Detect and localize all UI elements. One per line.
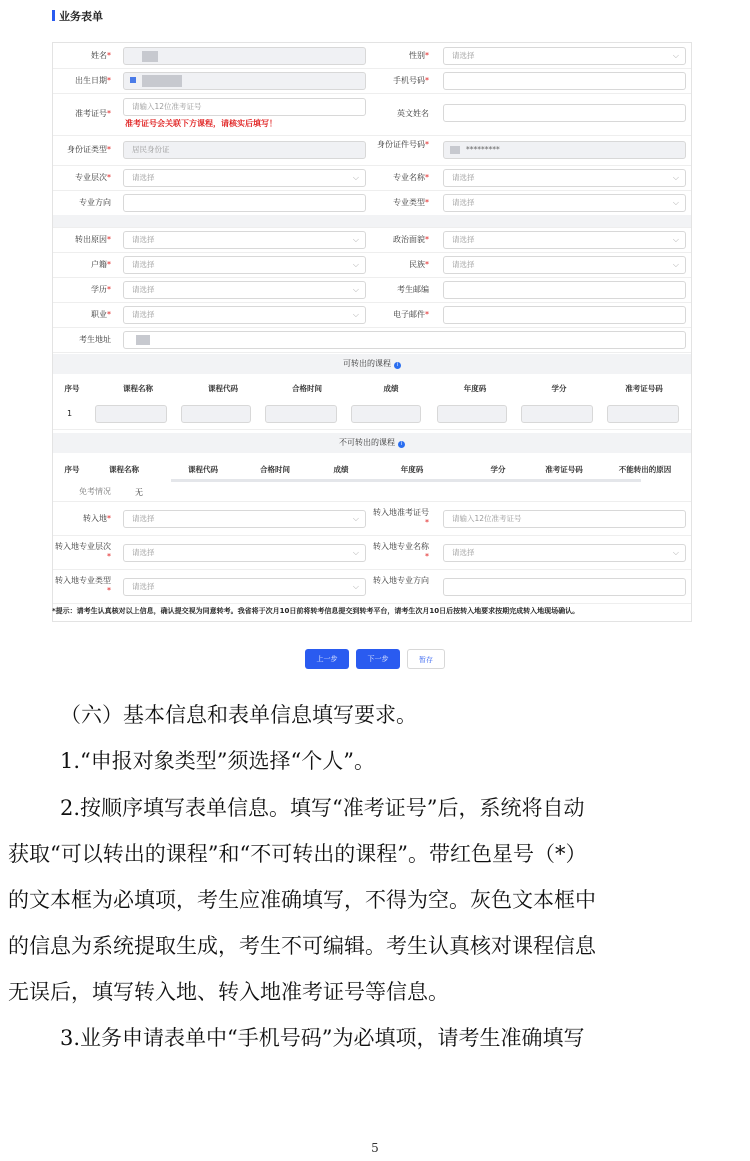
exam-no-warning: 准考证号会关联下方课程，请核实后填写！ xyxy=(125,119,277,128)
course-name-cell xyxy=(95,405,167,423)
row-hukou xyxy=(53,252,691,278)
ethnicity-label: 民族* xyxy=(409,260,429,269)
info-icon[interactable]: i xyxy=(398,441,405,448)
en-name-label: 英文姓名 xyxy=(397,109,429,118)
id-type-field: 居民身份证 xyxy=(123,141,366,159)
to-dir-label: 转入地专业方向 xyxy=(373,576,429,585)
table-row: 1 xyxy=(53,399,691,430)
education-label: 学历* xyxy=(91,285,111,294)
major-dir-input[interactable] xyxy=(123,194,366,212)
to-type-select[interactable]: 请选择 ⌵ xyxy=(123,578,366,596)
non-transferable-courses-header: 不可转出的课程 i xyxy=(53,433,691,453)
name-label: 姓名* xyxy=(91,51,111,60)
title-bar-accent xyxy=(52,10,55,21)
row-job xyxy=(53,302,691,328)
transferable-courses-header: 可转出的课程 i xyxy=(53,354,691,374)
exam-no-cell xyxy=(607,405,679,423)
doc-item-2-line-3: 的文本框为必填项，考生应准确填写，不得为空。灰色文本框中 xyxy=(8,888,596,912)
email-label: 电子邮件* xyxy=(393,310,429,319)
reason-label: 转出原因* xyxy=(75,235,111,244)
major-level-select[interactable]: 请选择 ⌵ xyxy=(123,169,366,187)
pass-time-cell xyxy=(265,405,337,423)
doc-item-2-line-4: 的信息为系统提取生成，考生不可编辑。考生认真核对课程信息 xyxy=(8,934,596,958)
credit-cell xyxy=(521,405,593,423)
en-name-input[interactable] xyxy=(443,104,686,122)
email-input[interactable] xyxy=(443,306,686,324)
page-number: 5 xyxy=(371,1141,379,1155)
to-place-label: 转入地* xyxy=(83,514,111,523)
row-education xyxy=(53,277,691,303)
prev-button[interactable]: 上一步 xyxy=(305,649,349,669)
info-icon[interactable]: i xyxy=(394,362,401,369)
business-form xyxy=(52,42,692,622)
doc-item-2-line-1: 2.按顺序填写表单信息。填写“准考证号”后，系统将自动 xyxy=(60,796,585,820)
major-type-select[interactable]: 请选择 ⌵ xyxy=(443,194,686,212)
doc-item-2-line-2: 获取“可以转出的课程”和“不可转出的课程”。带红色星号（*） xyxy=(8,842,587,866)
postcode-input[interactable] xyxy=(443,281,686,299)
row-to-type xyxy=(53,569,691,604)
phone-input[interactable] xyxy=(443,72,686,90)
to-place-select[interactable]: 请选择 ⌵ xyxy=(123,510,366,528)
to-dir-input[interactable] xyxy=(443,578,686,596)
id-no-label: 身份证件号码* xyxy=(377,140,429,149)
address-input[interactable] xyxy=(123,331,686,349)
row-id xyxy=(53,135,691,166)
to-level-select[interactable]: 请选择 ⌵ xyxy=(123,544,366,562)
to-exam-no-label: 转入地准考证号* xyxy=(373,508,429,527)
doc-item-2-line-5: 无误后，填写转入地、转入地准考证号等信息。 xyxy=(8,980,449,1004)
education-select[interactable]: 请选择 ⌵ xyxy=(123,281,366,299)
row-birth xyxy=(53,68,691,94)
job-select[interactable]: 请选择 ⌵ xyxy=(123,306,366,324)
birth-field xyxy=(123,72,366,90)
major-name-select[interactable]: 请选择 ⌵ xyxy=(443,169,686,187)
doc-heading: （六）基本信息和表单信息填写要求。 xyxy=(60,703,417,727)
row-major xyxy=(53,165,691,191)
politics-select[interactable]: 请选择 ⌵ xyxy=(443,231,686,249)
to-type-label: 转入地专业类型* xyxy=(55,576,111,595)
major-dir-label: 专业方向 xyxy=(79,198,111,207)
non-transferable-table-head: 序号 课程名称 课程代码 合格时间 成绩 年度码 学分 准考证号码 不能转出的原因 xyxy=(64,465,672,474)
to-level-label: 转入地专业层次* xyxy=(55,542,111,561)
transferable-table-head: 序号 课程名称 课程代码 合格时间 成绩 年度码 学分 准考证号码 xyxy=(64,384,663,393)
major-name-label: 专业名称* xyxy=(393,173,429,182)
ethnicity-select[interactable]: 请选择 ⌵ xyxy=(443,256,686,274)
chevron-down-icon: ⌵ xyxy=(672,51,679,60)
exempt-value: 无 xyxy=(135,488,143,497)
job-label: 职业* xyxy=(91,310,111,319)
row-name xyxy=(53,43,691,69)
birth-label: 出生日期* xyxy=(75,76,111,85)
to-exam-no-input[interactable]: 请输入12位准考证号 xyxy=(443,510,686,528)
year-code-cell xyxy=(437,405,507,423)
row-reason xyxy=(53,227,691,253)
major-type-label: 专业类型* xyxy=(393,198,429,207)
exam-no-label: 准考证号* xyxy=(75,109,111,118)
exam-no-input[interactable]: 请输入12位准考证号 xyxy=(123,98,366,116)
doc-item-3: 3.业务申请表单中“手机号码”为必填项，请考生准确填写 xyxy=(60,1026,585,1050)
row-exam-no xyxy=(53,93,691,136)
row-address xyxy=(53,327,691,353)
hukou-select[interactable]: 请选择 ⌵ xyxy=(123,256,366,274)
form-title: 业务表单 xyxy=(52,8,103,24)
name-field xyxy=(123,47,366,65)
next-button[interactable]: 下一步 xyxy=(356,649,400,669)
to-major-name-select[interactable]: 请选择 ⌵ xyxy=(443,544,686,562)
hukou-label: 户籍* xyxy=(91,260,111,269)
politics-label: 政治面貌* xyxy=(393,235,429,244)
row-exempt xyxy=(53,479,691,502)
major-level-label: 专业层次* xyxy=(75,173,111,182)
doc-item-1: 1.“申报对象类型”须选择“个人”。 xyxy=(60,749,375,773)
reason-select[interactable]: 请选择 ⌵ xyxy=(123,231,366,249)
row-to-place xyxy=(53,501,691,536)
course-code-cell xyxy=(181,405,251,423)
to-major-name-label: 转入地专业名称* xyxy=(373,542,429,561)
gender-select[interactable]: 请选择 ⌵ xyxy=(443,47,686,65)
exempt-label: 免考情况 xyxy=(79,487,111,496)
score-cell xyxy=(351,405,421,423)
submit-hint: *提示：请考生认真核对以上信息，确认提交视为同意转考。我省将于次月10日前将转考信息提交到转考平台，请考生次月10日后按转入地要求按期完成转入地现场确认。 xyxy=(52,607,580,615)
save-draft-button[interactable]: 暂存 xyxy=(407,649,445,669)
row-to-level xyxy=(53,535,691,570)
phone-label: 手机号码* xyxy=(393,76,429,85)
id-type-label: 身份证类型* xyxy=(67,145,111,154)
gender-label: 性别* xyxy=(409,51,429,60)
id-no-field: ********* xyxy=(443,141,686,159)
postcode-label: 考生邮编 xyxy=(397,285,429,294)
address-label: 考生地址 xyxy=(79,335,111,344)
row-major-dir xyxy=(53,190,691,216)
